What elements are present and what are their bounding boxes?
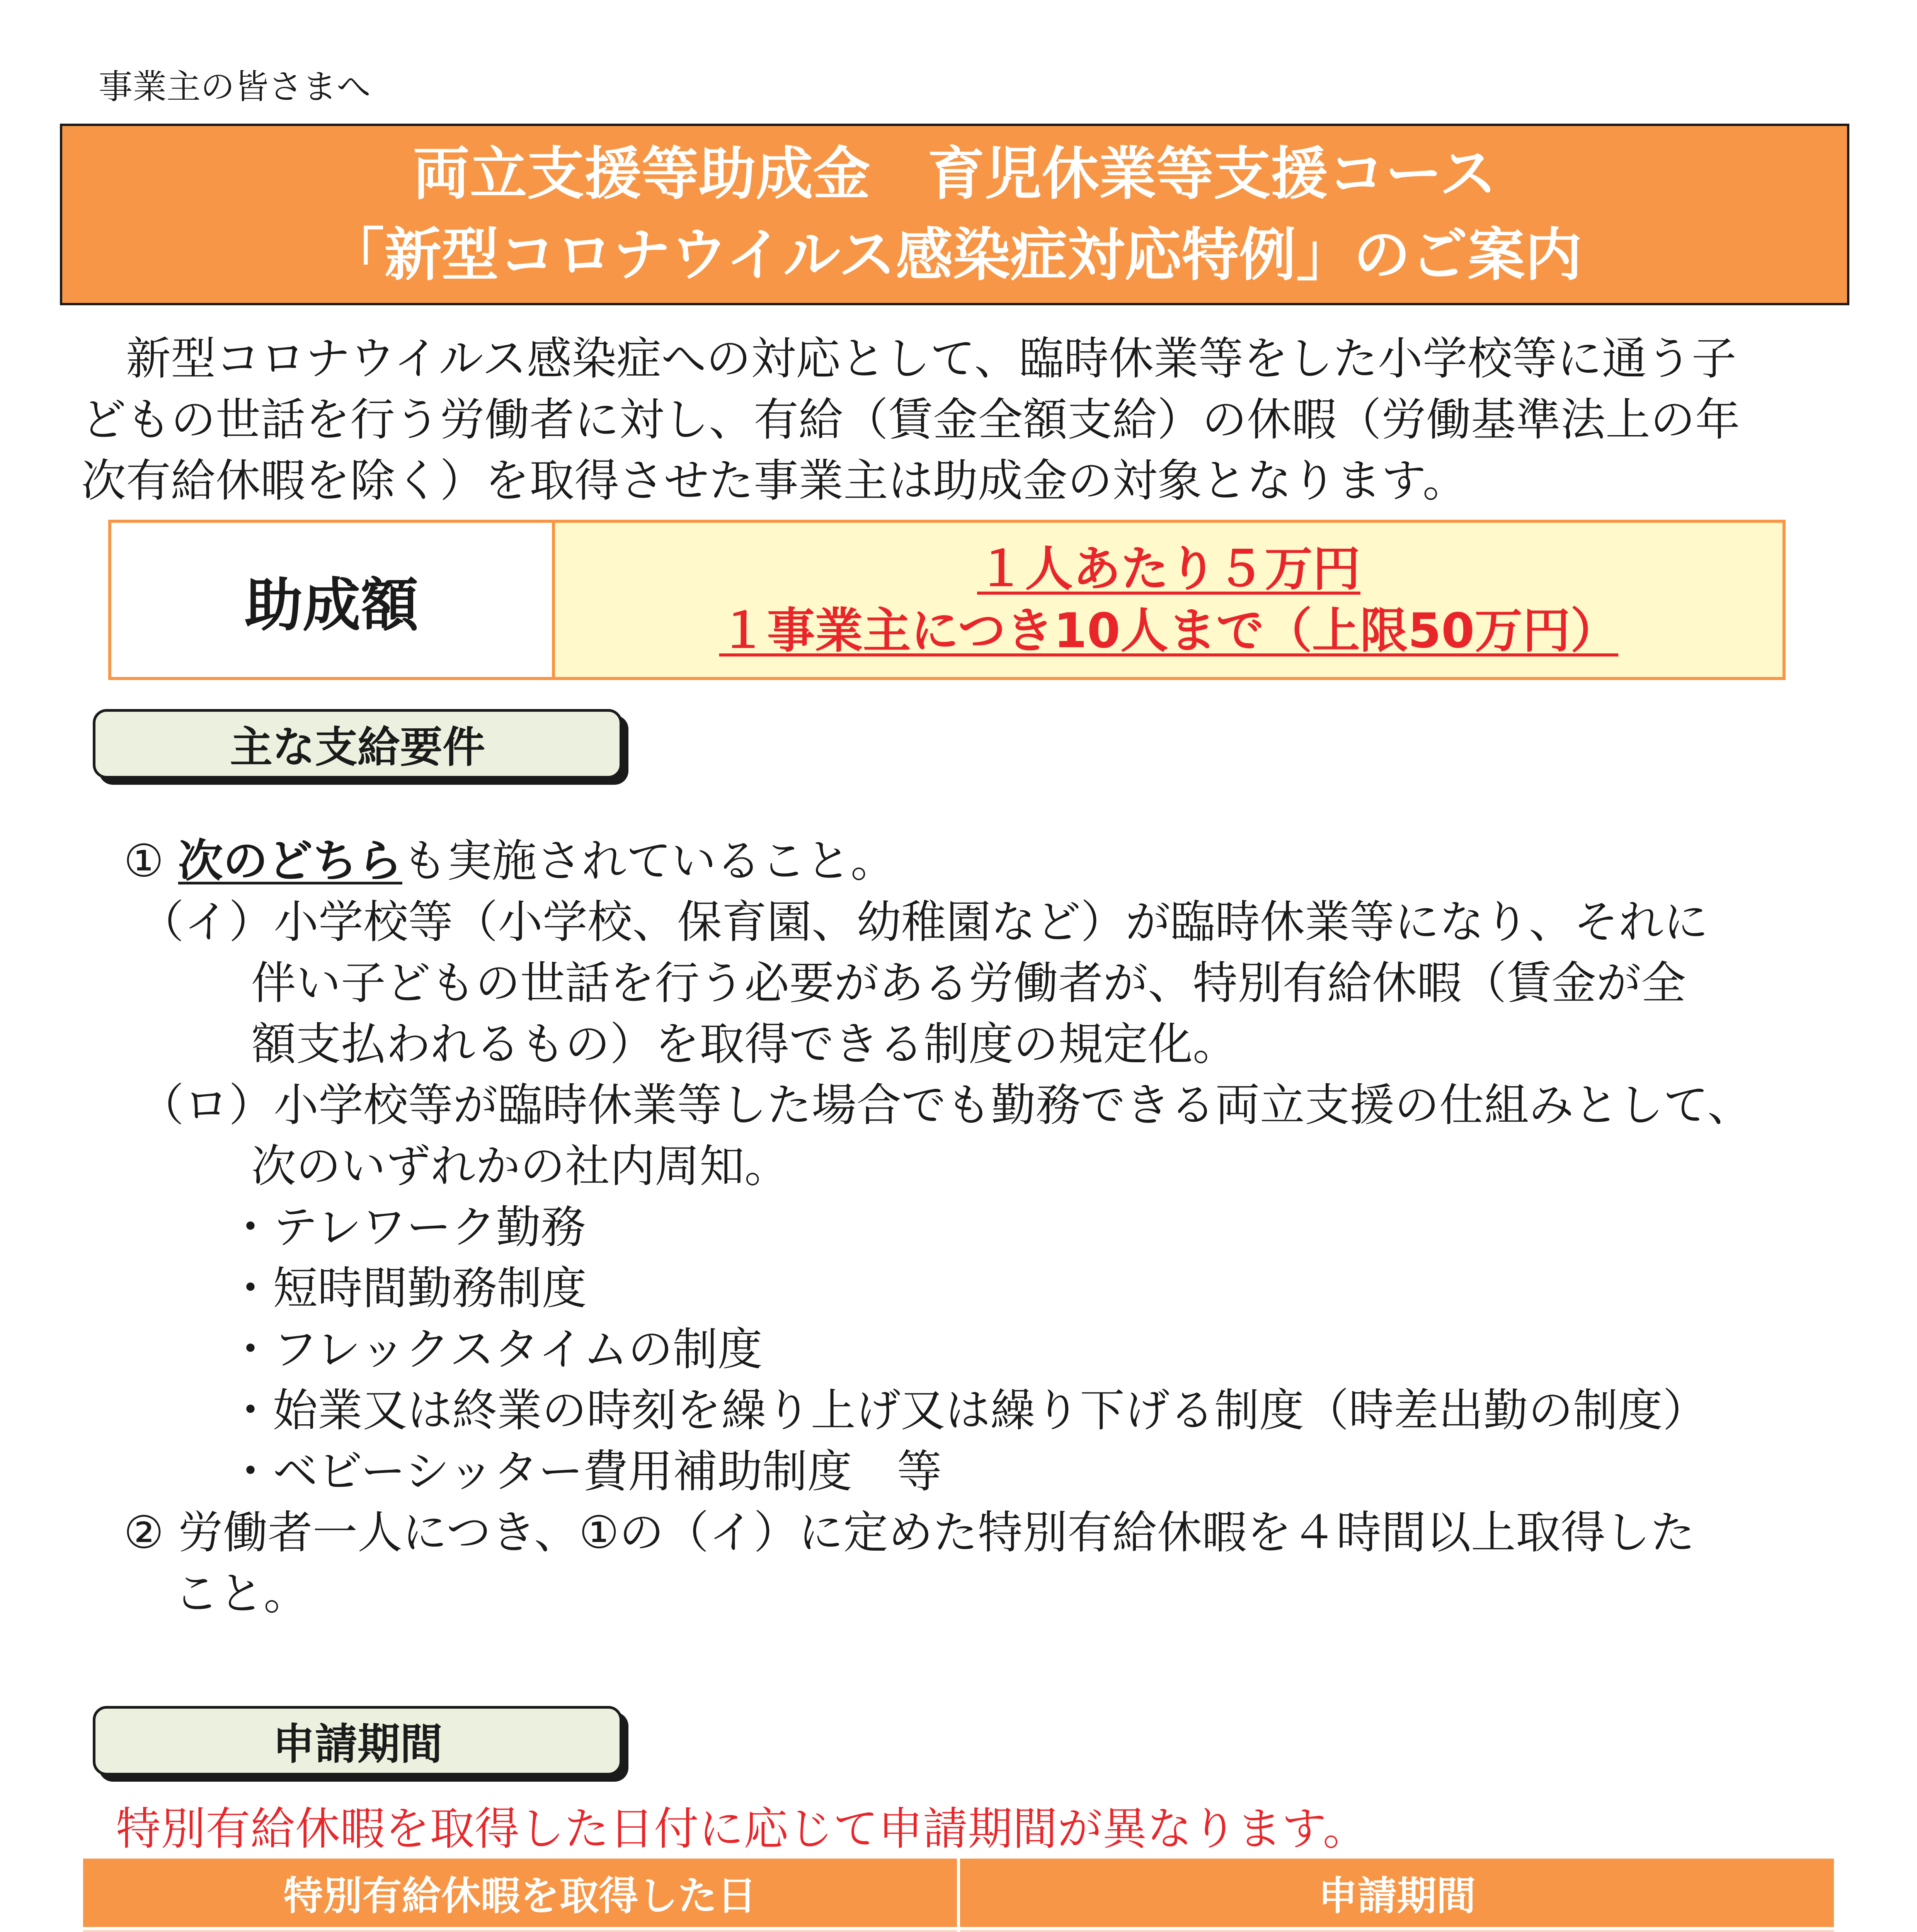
amount-per-person: １人あたり５万円	[977, 541, 1360, 597]
requirement-ro-line: 次のいずれかの社内周知。	[251, 1140, 789, 1192]
amount-label: 助成額	[111, 523, 555, 677]
requirements-list	[124, 831, 1844, 1624]
intro-line: 次有給休暇を除く）を取得させた事業主は助成金の対象となります。	[81, 455, 1468, 507]
requirement-bullet: ・フレックスタイムの制度	[228, 1323, 763, 1376]
title-line-2: 「新型コロナウイルス感染症対応特例」のご案内	[327, 222, 1582, 288]
table-cell	[958, 1929, 1834, 1932]
requirement-bullet: ・テレワーク勤務	[228, 1201, 586, 1253]
title-line-1: 両立支援等助成金 育児休業等支援コース	[412, 141, 1497, 207]
title-banner	[60, 124, 1849, 305]
requirement-ro-line: （ロ）小学校等が臨時休業等した場合でも勤務できる両立支援の仕組みとして、	[139, 1079, 1752, 1131]
requirement-bullet: ・ベビーシッター費用補助制度 等	[228, 1446, 942, 1498]
subsidy-amount-box	[108, 520, 1786, 680]
amount-limit: １事業主につき10人まで（上限50万円）	[719, 603, 1619, 659]
table-row	[83, 1929, 1834, 1932]
period-table	[83, 1859, 1834, 1932]
requirement-number: ①	[124, 835, 178, 887]
requirement-bullet: ・短時間勤務制度	[228, 1262, 587, 1315]
intro-line: 新型コロナウイルス感染症への対応として、臨時休業等をした小学校等に通う子	[81, 333, 1737, 385]
requirement-bullet: ・始業又は終業の時刻を繰り上げ又は繰り下げる制度（時差出勤の制度）	[228, 1384, 1708, 1437]
table-cell	[83, 1929, 958, 1932]
addressee: 事業主の皆さまへ	[99, 67, 371, 107]
requirements-heading: 主な支給要件	[93, 709, 622, 779]
column-header: 申請期間	[958, 1859, 1834, 1929]
table-header-row	[83, 1859, 1834, 1929]
requirement-1	[124, 831, 1844, 892]
intro-paragraph	[81, 328, 1859, 512]
requirement-2-line: こと。	[174, 1568, 308, 1620]
requirement-i-line: （イ）小学校等（小学校、保育園、幼稚園など）が臨時休業等になり、それに	[139, 896, 1708, 948]
amount-value	[555, 523, 1783, 677]
requirement-i-line: 額支払われるもの）を取得できる制度の規定化。	[251, 1018, 1238, 1070]
period-note: 特別有給休暇を取得した日付に応じて申請期間が異なります。	[116, 1803, 1368, 1855]
column-header: 特別有給休暇を取得した日	[83, 1859, 958, 1929]
intro-line: どもの世話を行う労働者に対し、有給（賃金全額支給）の休暇（労働基準法上の年	[81, 394, 1740, 446]
requirement-i-line: 伴い子どもの世話を行う必要がある労働者が、特別有給休暇（賃金が全	[251, 957, 1686, 1009]
requirement-2-line: ② 労働者一人につき、①の（イ）に定めた特別有給休暇を４時間以上取得した	[124, 1507, 1695, 1559]
requirement-text: も実施されていること。	[402, 835, 896, 887]
requirement-emphasis: 次のどちら	[178, 835, 402, 887]
period-heading: 申請期間	[93, 1706, 622, 1776]
